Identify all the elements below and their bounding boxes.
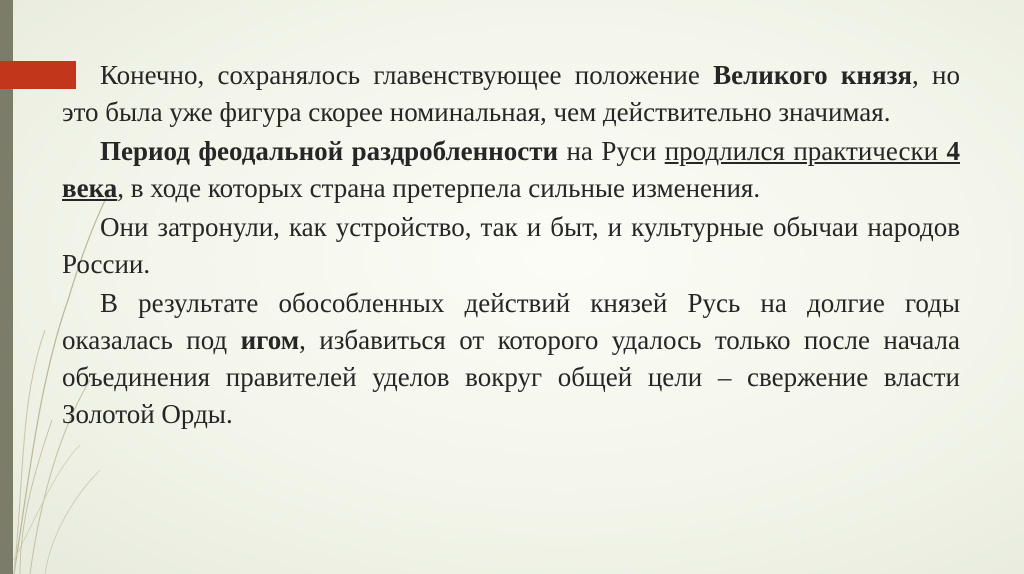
bold-text: Великого князя bbox=[713, 60, 913, 90]
underlined-text: продлился практически bbox=[664, 136, 947, 166]
paragraph-4 bbox=[62, 285, 960, 433]
text: В результате обособленных действий князей Русь на долгие годы оказалась под bbox=[62, 288, 960, 355]
paragraph-1 bbox=[62, 57, 960, 131]
paragraph-2 bbox=[62, 133, 960, 207]
slide-content bbox=[62, 57, 960, 435]
text: , в ходе которых страна претерпела сильные изменения. bbox=[117, 173, 761, 203]
text: , избавиться от которого удалось только после начала объединения правителей уделов вокруг общей цели – свержение власти Золотой Орды. bbox=[62, 325, 960, 429]
text: , но это была уже фигура скорее номинальная, чем действительно значимая. bbox=[62, 60, 961, 127]
paragraph-3 bbox=[62, 209, 960, 283]
bold-underlined-text: 4 века bbox=[62, 136, 960, 203]
text: Они затронули, как устройство, так и быт, и культурные обычаи народов России. bbox=[62, 212, 960, 279]
bold-text: Период феодальной раздробленности bbox=[100, 136, 559, 166]
text: на Руси bbox=[558, 136, 665, 166]
text: Конечно, сохранялось главенствующее положение bbox=[100, 60, 714, 90]
bold-text: игом bbox=[240, 325, 300, 355]
